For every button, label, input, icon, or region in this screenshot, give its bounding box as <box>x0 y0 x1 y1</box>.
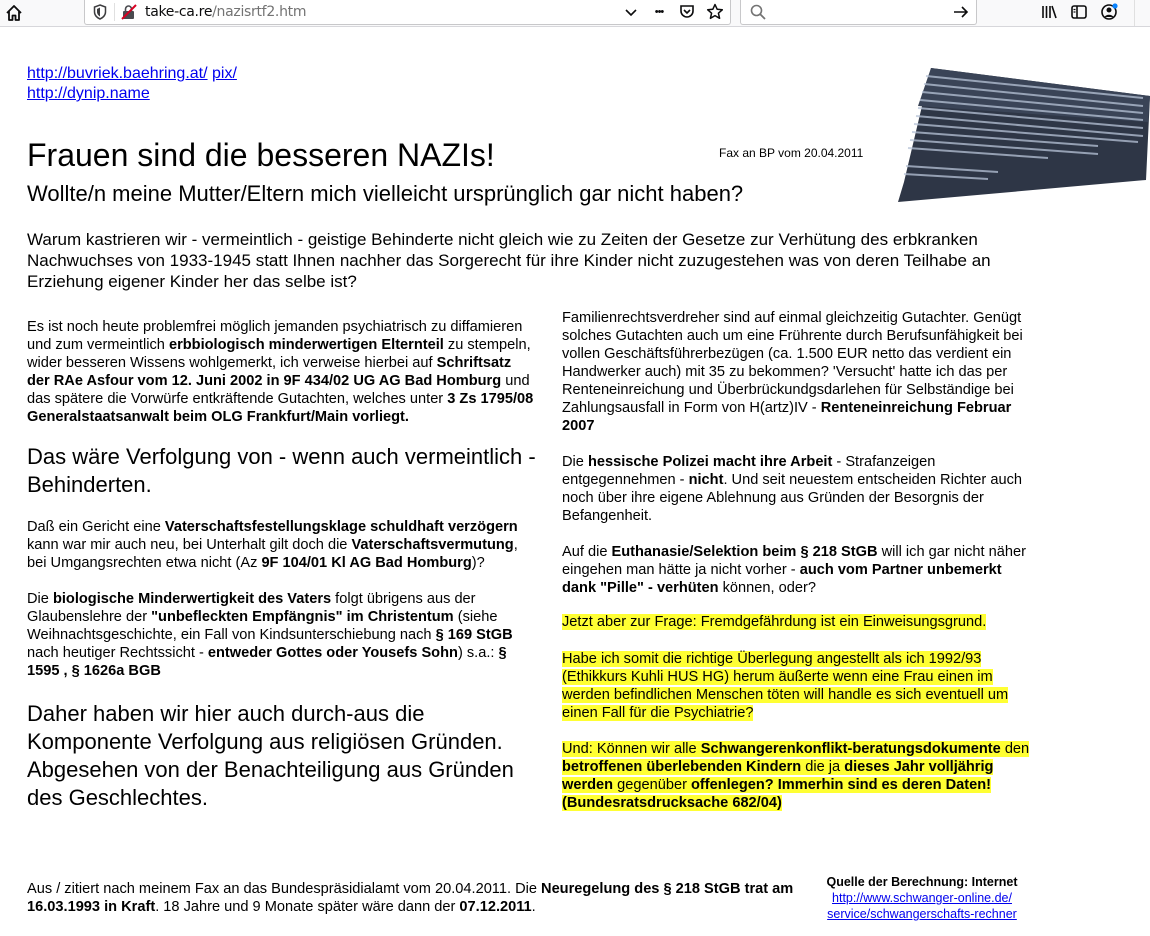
question-paragraph <box>562 613 1037 631</box>
text: Die <box>562 454 588 470</box>
bold-text: Renteneinreichung Februar 2007 <box>562 400 1012 434</box>
fax-note: Fax an BP vom 20.04.2011 <box>719 146 864 160</box>
bold-text: biologische Minderwertigkeit des Vaters <box>52 591 332 607</box>
text: . <box>531 899 536 915</box>
link-dynip[interactable]: http://dynip.name <box>27 85 150 102</box>
top-links <box>27 64 237 104</box>
chevron-down-icon[interactable] <box>622 3 640 21</box>
url-actions <box>622 3 724 21</box>
text: - Strafanzeigen entgegennehmen - <box>562 454 936 488</box>
bold-text: Euthanasie/Selektion beim § 218 StGB <box>611 544 878 560</box>
highlighted-text: gegenüber <box>613 777 691 793</box>
highlighted-text: Jetzt aber zur Frage: Fremdgefährdung ist ein Einweisungsgrund. <box>562 614 987 630</box>
text: Die <box>27 591 53 607</box>
search-icon <box>749 3 767 21</box>
text: Daß ein Gericht eine <box>27 519 165 535</box>
documents-paragraph <box>562 740 1037 812</box>
highlighted-bold-text: betroffenen überlebenden Kindern <box>562 759 802 775</box>
source-box <box>812 874 1032 922</box>
text: )? <box>471 555 485 571</box>
star-icon[interactable] <box>706 3 724 21</box>
bold-text: "unbefleckten Empfängnis" im Christentum <box>151 609 454 625</box>
bold-text: 07.12.2011 <box>459 899 532 915</box>
highlighted-bold-text: Schwangerenkonflikt-beratungsdokumente <box>700 741 1001 757</box>
euthanasia-paragraph <box>562 543 1037 597</box>
text: (siehe Weihnachtsgeschichte, ein Fall von Kindsunterschiebung nach <box>27 609 498 643</box>
highlighted-text: den <box>1000 741 1030 757</box>
text: nach heutiger Rechtssicht - <box>27 645 208 661</box>
text: Aus / zitiert nach meinem Fax an das Bundespräsidialamt vom 20.04.2011. Die <box>27 881 542 897</box>
more-icon[interactable]: ••• <box>654 6 664 18</box>
bold-text: 9F 104/01 Kl AG Bad Homburg <box>261 555 472 571</box>
paternity-paragraph <box>27 518 537 572</box>
url-domain: take-ca.re <box>145 4 213 20</box>
bold-text: erbbiologisch minderwertigen Elternteil <box>168 337 444 353</box>
bold-text: 3 Zs 1795/08 Generalstaatsanwalt beim OLG Frankfurt/Main vorliegt. <box>27 391 534 425</box>
text: Familienrechtsverdreher sind auf einmal gleichzeitig Gutachter. Genügt solches Gutachten auch um eine Frührente durch Berufsunfähigkeit bei vollen Geschäftsführerbezügen (ca. 1.500 EUR netto das verdient ein Handwerker auch) mit 35 zu bekommen? 'Versucht' hatte ich das per Renteneinreichung und Überbrückundgsdarlehen für Selbständige bei Zahlungsausfall in Form von H(artz)IV - <box>562 310 1023 416</box>
url-separator <box>114 3 115 21</box>
text: Auf die <box>562 544 612 560</box>
left-column <box>27 318 537 812</box>
police-paragraph <box>562 453 1037 525</box>
ethics-paragraph <box>562 650 1037 722</box>
bold-text: Schriftsatz der RAe Asfour vom 12. Juni 2002 in 9F 434/02 UG AG Bad Homburg <box>27 355 512 389</box>
arrow-right-icon[interactable] <box>952 3 970 21</box>
highlighted-text: Und: Können wir alle <box>562 741 701 757</box>
text: . Und seit neuestem entscheiden Richter auch noch über ihre eigene Ablehnung aus Gründen der Besorgnis der Befangenheit. <box>562 472 1022 524</box>
highlighted-bold-text: offenlegen? Immerhin sind es deren Daten! (Bundesratsdrucksache 682/04) <box>562 777 992 811</box>
text: , bei Umgangsrechten etwa nicht (Az <box>27 537 518 571</box>
text: . 18 Jahre und 9 Monate später wäre dann der <box>155 899 460 915</box>
text: kann war mir auch neu, bei Unterhalt gilt doch die <box>27 537 352 553</box>
sidebar-icon[interactable] <box>1070 3 1088 21</box>
url-text[interactable] <box>145 4 306 20</box>
bold-text: Vaterschaftsvermutung <box>351 537 514 553</box>
browser-toolbar <box>0 0 1150 27</box>
tracking-protection-icon[interactable] <box>93 4 107 20</box>
religion-paragraph <box>27 590 537 680</box>
bold-text: hessische Polizei macht ihre Arbeit <box>587 454 833 470</box>
library-icon[interactable] <box>1040 3 1058 21</box>
text: folgt übrigens aus der Glaubenslehre der <box>27 591 476 625</box>
search-bar[interactable] <box>740 0 977 25</box>
bold-text: § 1595 , § 1626a BGB <box>27 645 507 679</box>
text: können, oder? <box>718 580 816 596</box>
religion-heading: Daher haben wir hier auch durch-aus die Komponente Verfolgung aus religiösen Gründen. Abgesehen von der Benachteiligung aus Gründen des Geschlechtes. <box>27 701 514 810</box>
link-pix[interactable]: pix/ <box>212 65 237 82</box>
bold-text: Vaterschaftsfestellungsklage schuldhaft verzögern <box>164 519 518 535</box>
account-icon[interactable] <box>1100 3 1118 21</box>
bold-text: § 169 StGB <box>435 627 513 643</box>
highlighted-text: Habe ich somit die richtige Überlegung angestellt als ich 1992/93 (Ethikkurs Kuhli HUS HG) herum äußerte wenn eine Frau einen im werden befindlichen Menschen töten will handle es sich eventuell um einen Fall für die Psychiatrie? <box>562 651 1009 721</box>
persecution-heading: Das wäre Verfolgung von - wenn auch vermeintlich - Behinderten. <box>27 444 536 497</box>
expert-paragraph <box>562 309 1037 435</box>
bold-text: nicht <box>688 472 724 488</box>
text: ) s.a.: <box>457 645 499 661</box>
psychiatry-paragraph <box>27 318 537 426</box>
link-baehring[interactable]: http://buvriek.baehring.at/ <box>27 65 208 82</box>
url-path: /nazisrtf2.htm <box>212 4 307 20</box>
source-link[interactable]: http://www.schwanger-online.de/ <box>832 891 1012 905</box>
text: will ich gar nicht näher eingehen man hätte ja nicht vorher - <box>562 544 1026 578</box>
text: und das spätere die Vorwürfe entkräftende Gutachten, welches unter <box>27 373 530 407</box>
memorial-plaque-image <box>898 62 1150 202</box>
pocket-icon[interactable] <box>678 3 696 21</box>
toolbar-right-icons <box>1040 3 1118 21</box>
page-subtitle: Wollte/n meine Mutter/Eltern mich vielleicht ursprünglich gar nicht haben? <box>27 181 744 206</box>
home-icon[interactable] <box>4 3 24 23</box>
toolbar-separator <box>1134 0 1135 26</box>
bold-text: Neuregelung des § 218 StGB trat am 16.03.1993 in Kraft <box>27 881 794 915</box>
intro-paragraph: Warum kastrieren wir - vermeintlich - geistige Behinderte nicht gleich wie zu Zeiten der Gesetze zur Verhütung des erbkranken Nachwuchses von 1933-1945 statt Ihnen nachher das Sorgerecht für ihre Kinder nicht zuzugestehen was von deren Teilhabe an Erziehung eigener Kinder her das selbe ist? <box>27 230 991 291</box>
bold-text: entweder Gottes oder Yousefs Sohn <box>207 645 458 661</box>
highlighted-text: die ja <box>801 759 845 775</box>
highlighted-bold-text: dieses Jahr volljährig werden <box>562 759 994 793</box>
page-title: Frauen sind die besseren NAZIs! <box>27 137 495 173</box>
text: Es ist noch heute problemfrei möglich jemanden psychiatrisch zu diffamieren und zum vermeintlich <box>27 319 523 353</box>
bold-text: auch vom Partner unbemerkt dank "Pille" - verhüten <box>562 562 1002 596</box>
footer-paragraph <box>27 880 817 916</box>
right-column <box>562 309 1037 812</box>
text: zu stempeln, wider besseren Wissens wohlgemerkt, ich verweise hierbei auf <box>27 337 531 371</box>
url-bar[interactable] <box>84 0 731 25</box>
insecure-connection-icon[interactable] <box>121 4 137 20</box>
source-label: Quelle der Berechnung: Internet <box>826 875 1018 889</box>
source-link-path[interactable]: service/schwangerschafts-rechner <box>827 907 1017 921</box>
